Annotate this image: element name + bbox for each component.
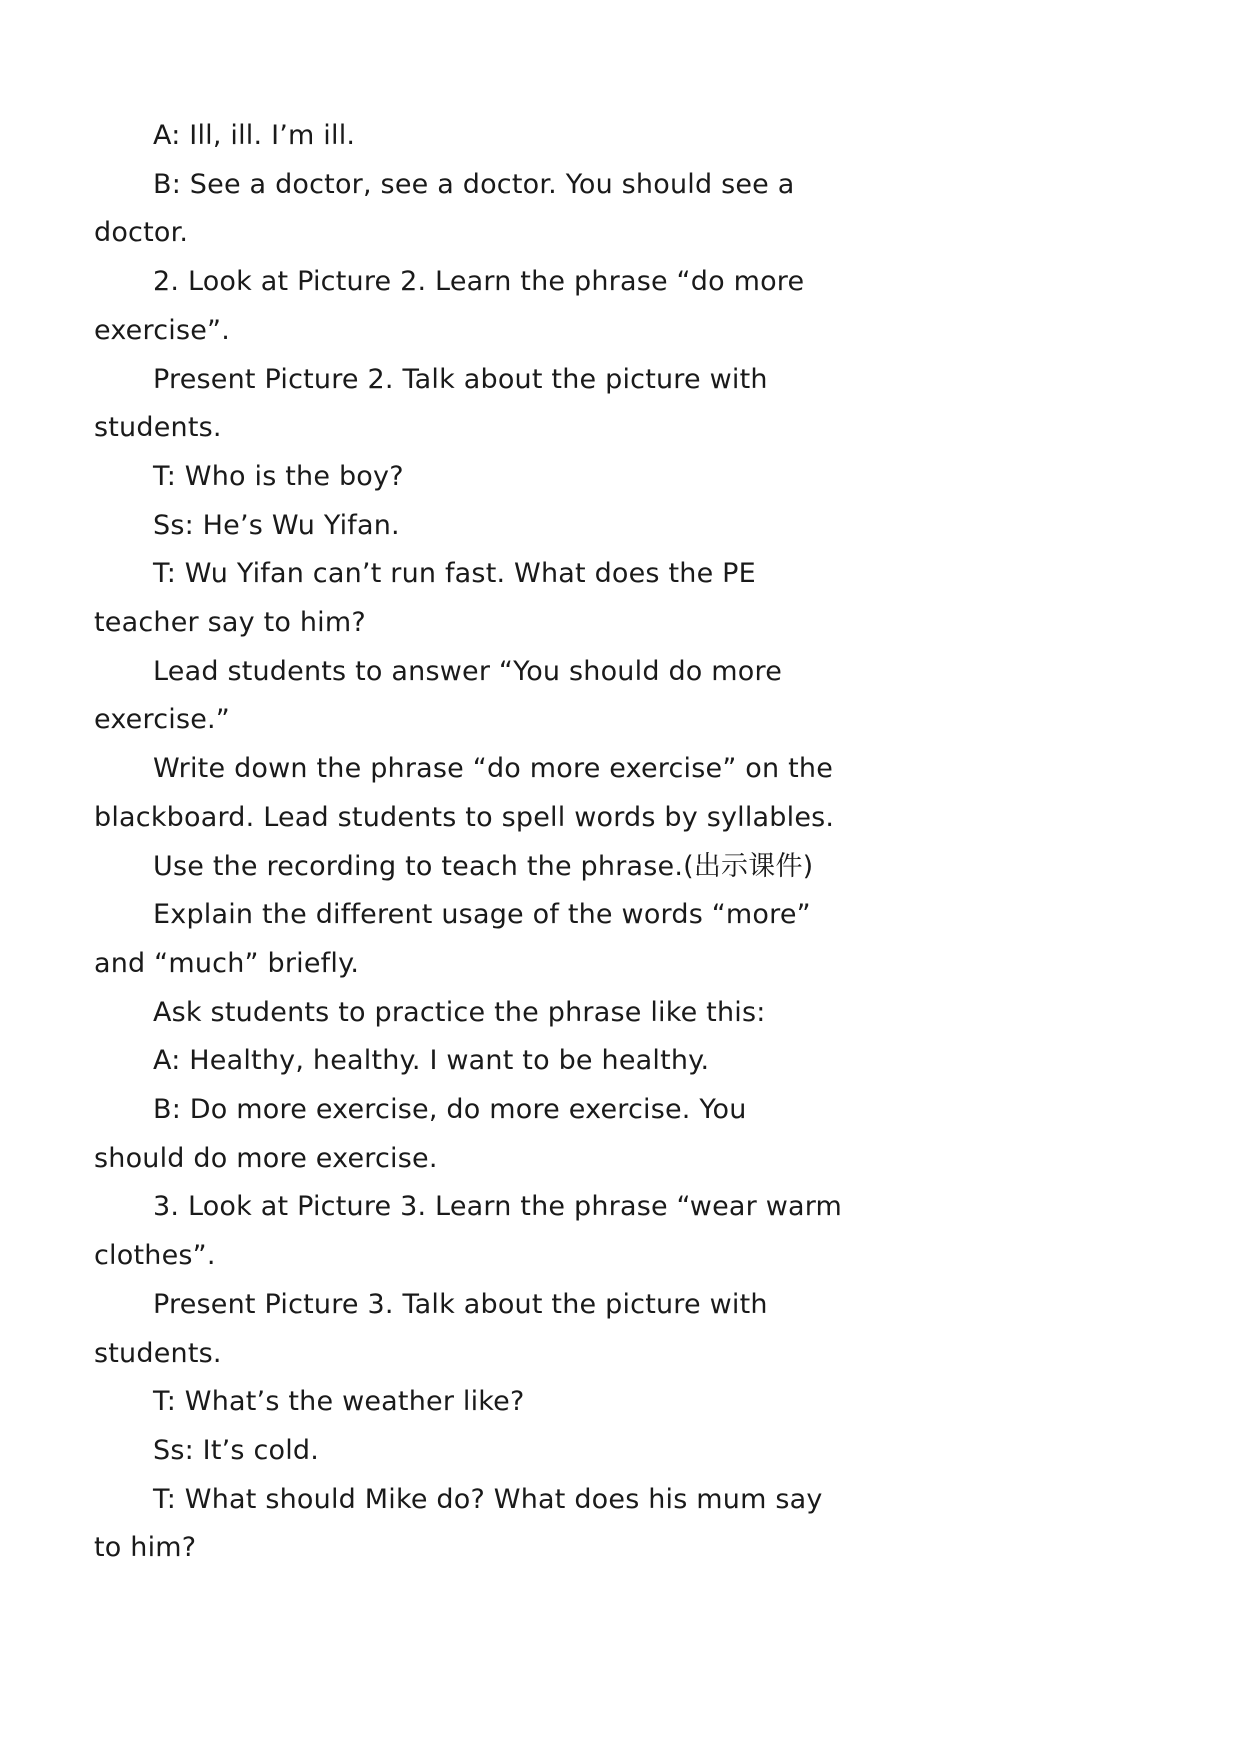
instruction-line: Write down the phrase “do more exercise” on the [153, 753, 834, 785]
instruction-line: Present Picture 2. Talk about the picture with [153, 363, 768, 395]
instruction-line-continued: blackboard. Lead students to spell words by syllables. [94, 801, 835, 833]
step-heading-continued: exercise”. [94, 314, 230, 346]
document-body [94, 112, 854, 1573]
dialogue-line: T: Who is the boy? [153, 460, 404, 492]
dialogue-line: T: What should Mike do? What does his mum say [153, 1483, 823, 1515]
dialogue-line: B: See a doctor, see a doctor. You should see a [153, 168, 795, 200]
instruction-line: Lead students to answer “You should do more [153, 655, 783, 687]
step-heading-continued: clothes”. [94, 1240, 216, 1272]
step-heading: 3. Look at Picture 3. Learn the phrase “wear warm [153, 1191, 843, 1223]
instruction-line-continued: students. [94, 1337, 222, 1369]
instruction-line: Present Picture 3. Talk about the picture with [153, 1288, 768, 1320]
instruction-line-continued: students. [94, 412, 222, 444]
step-heading: 2. Look at Picture 2. Learn the phrase “do more [153, 266, 805, 298]
dialogue-line: A: Healthy, healthy. I want to be healthy. [153, 1045, 710, 1077]
instruction-line: Use the recording to teach the phrase.(出示课件) [153, 850, 814, 882]
dialogue-line-continued: teacher say to him? [94, 607, 366, 639]
instruction-line-continued: exercise.” [94, 704, 230, 736]
dialogue-line: A: Ill, ill. I’m ill. [153, 120, 356, 151]
instruction-line: Explain the different usage of the words “more” [153, 899, 811, 931]
dialogue-line: T: What’s the weather like? [153, 1386, 525, 1418]
instruction-line-continued: and “much” briefly. [94, 947, 360, 979]
dialogue-line: Ss: He’s Wu Yifan. [153, 509, 400, 541]
dialogue-line-continued: doctor. [94, 217, 189, 249]
dialogue-line-continued: should do more exercise. [94, 1142, 438, 1174]
dialogue-line: T: Wu Yifan can’t run fast. What does the PE [153, 558, 756, 590]
dialogue-line: Ss: It’s cold. [153, 1434, 320, 1466]
dialogue-line: B: Do more exercise, do more exercise. You [153, 1094, 747, 1126]
instruction-line: Ask students to practice the phrase like this: [153, 996, 766, 1028]
dialogue-line-continued: to him? [94, 1532, 197, 1564]
